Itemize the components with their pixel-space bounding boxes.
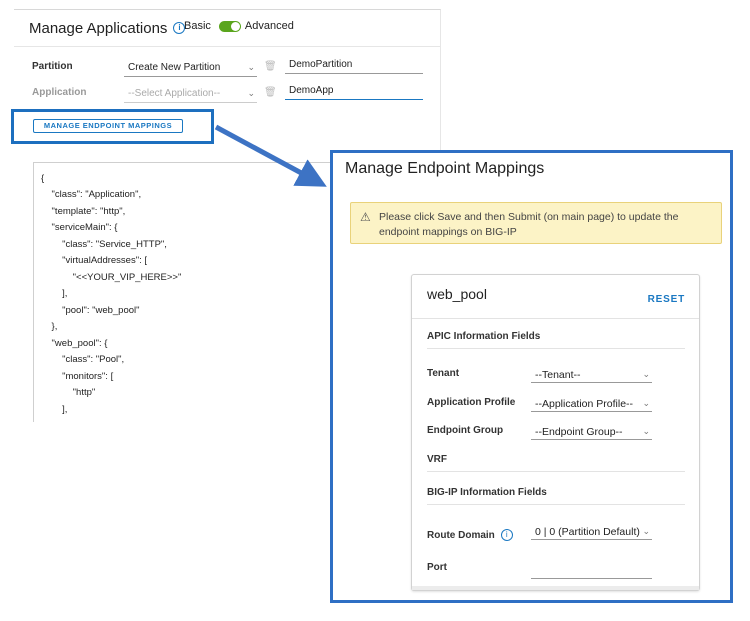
chevron-down-icon: ⌄ <box>247 62 255 72</box>
code-line: "http" <box>41 387 96 398</box>
alert-text: Please click Save and then Submit (on main page) to update the endpoint mappings on BIG-IP <box>379 211 679 238</box>
bigip-section-heading: BIG-IP Information Fields <box>427 487 547 498</box>
pool-card <box>411 274 700 591</box>
mode-switch <box>184 20 294 32</box>
tenant-select[interactable] <box>531 369 652 383</box>
section-divider <box>427 504 685 505</box>
code-line: ], <box>41 404 68 415</box>
trash-icon[interactable]: 🗑 <box>264 87 277 98</box>
tenant-label: Tenant <box>427 368 460 379</box>
chevron-down-icon: ⌄ <box>642 426 650 436</box>
section-divider <box>427 471 685 472</box>
manage-endpoint-mappings-button[interactable]: MANAGE ENDPOINT MAPPINGS <box>33 119 183 133</box>
chevron-down-icon: ⌄ <box>642 526 650 536</box>
pool-title: web_pool <box>427 286 487 302</box>
code-line: "template": "http", <box>41 206 126 217</box>
application-select[interactable] <box>124 88 257 103</box>
endpoint-group-select-value: --Endpoint Group-- <box>535 426 623 438</box>
route-domain-select[interactable] <box>531 526 652 540</box>
mode-basic-label: Basic <box>184 20 211 32</box>
page-title: Manage Applications <box>29 19 168 37</box>
application-name-input[interactable]: DemoApp <box>285 85 423 100</box>
code-line: "class": "Pool", <box>41 354 125 365</box>
code-line: ], <box>41 288 68 299</box>
application-select-placeholder: --Select Application-- <box>128 88 221 99</box>
partition-select[interactable] <box>124 62 257 77</box>
warning-icon: ⚠ <box>360 210 371 224</box>
tenant-select-value: --Tenant-- <box>535 369 581 381</box>
application-profile-select[interactable] <box>531 398 652 412</box>
apic-section-heading: APIC Information Fields <box>427 331 541 342</box>
card-footer-bar <box>412 586 699 590</box>
code-line: "web_pool": { <box>41 338 108 349</box>
chevron-down-icon: ⌄ <box>642 369 650 379</box>
trash-icon[interactable]: 🗑 <box>264 61 277 72</box>
endpoint-group-label: Endpoint Group <box>427 425 504 436</box>
mode-toggle[interactable] <box>219 21 241 32</box>
code-line: { <box>41 173 45 184</box>
application-profile-select-value: --Application Profile-- <box>535 398 634 410</box>
code-line: "class": "Application", <box>41 189 142 200</box>
code-line: "pool": "web_pool" <box>41 305 140 316</box>
partition-select-value: Create New Partition <box>128 62 221 73</box>
info-icon[interactable]: i <box>501 529 513 541</box>
code-line: "serviceMain": { <box>41 222 118 233</box>
partition-label: Partition <box>32 61 73 72</box>
info-icon[interactable]: i <box>173 22 185 34</box>
code-line: "monitors": [ <box>41 371 114 382</box>
port-input[interactable] <box>531 565 652 579</box>
chevron-down-icon: ⌄ <box>642 398 650 408</box>
header-divider <box>14 46 440 47</box>
endpoint-mappings-modal <box>330 150 733 603</box>
application-profile-label: Application Profile <box>427 397 516 408</box>
route-domain-select-value: 0 | 0 (Partition Default) <box>535 526 640 538</box>
code-line: "virtualAddresses": [ <box>41 255 148 266</box>
code-line: }, <box>41 321 58 332</box>
route-domain-label-group <box>427 529 513 541</box>
port-label: Port <box>427 562 447 573</box>
modal-title: Manage Endpoint Mappings <box>345 160 545 177</box>
partition-name-input[interactable]: DemoPartition <box>285 59 423 74</box>
chevron-down-icon: ⌄ <box>247 88 255 98</box>
card-divider <box>412 318 699 319</box>
header <box>29 18 185 38</box>
reset-button[interactable]: RESET <box>647 294 685 305</box>
vrf-label: VRF <box>427 454 447 465</box>
route-domain-label: Route Domain <box>427 529 495 541</box>
endpoint-group-select[interactable] <box>531 426 652 440</box>
warning-alert <box>350 202 722 244</box>
section-divider <box>427 348 685 349</box>
code-line: "class": "Service_HTTP", <box>41 239 167 250</box>
application-label: Application <box>32 87 87 98</box>
code-line: "<<YOUR_VIP_HERE>>" <box>41 272 182 283</box>
mode-advanced-label: Advanced <box>244 20 294 32</box>
